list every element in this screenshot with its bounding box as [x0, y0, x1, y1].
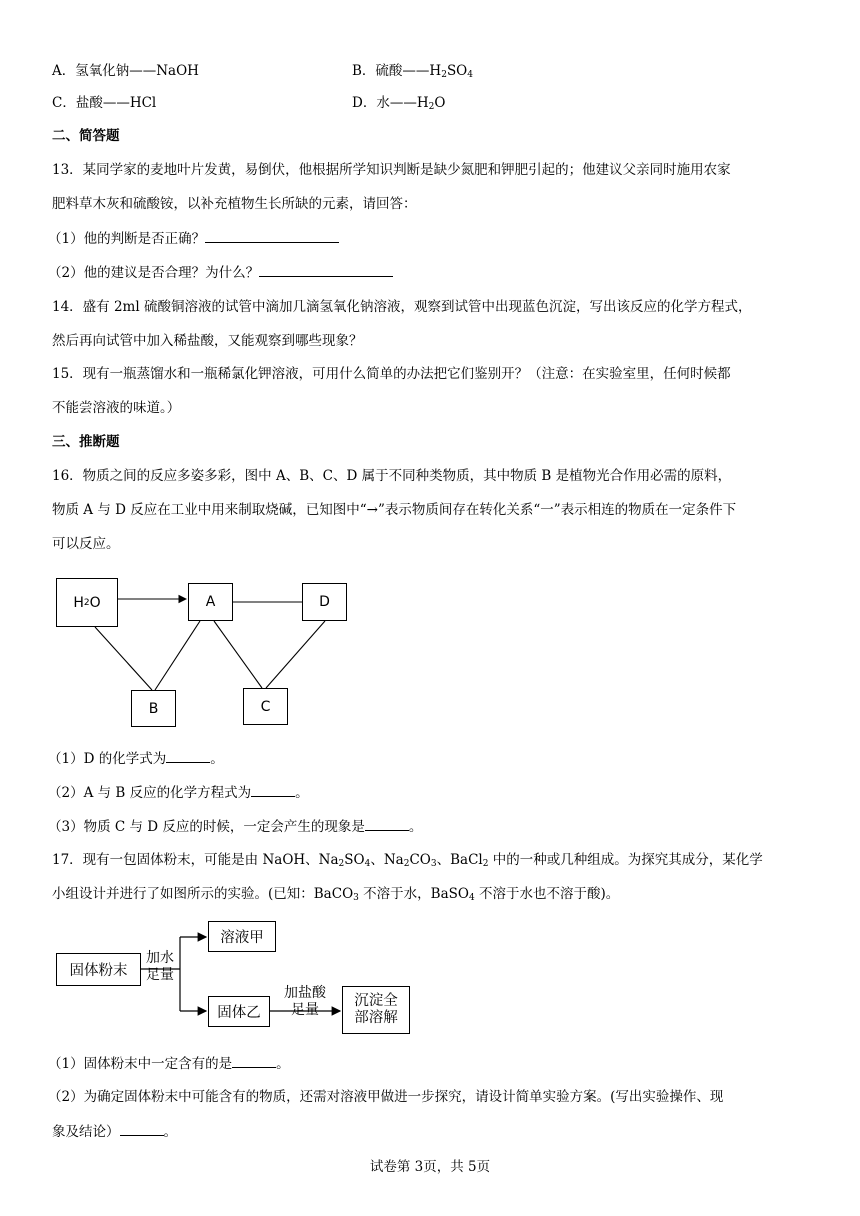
section-heading-inference: 三、推断题: [52, 434, 120, 450]
q17-sub2-cont: 象及结论） 。: [52, 1121, 812, 1142]
node-result: 沉淀全 部溶解: [342, 986, 410, 1034]
q17-text: 17．现有一包固体粉末，可能是由 NaOH、$Na_2SO_4$、$Na_2CO_3$、BaCl$_2$ 中的一种或几种组成。为探究其成分，某化学: [52, 852, 763, 869]
page-footer: 试卷第 3页，共 5页: [369, 1159, 491, 1175]
q17-sub2: （2）为确定固体粉末中可能含有的物质，还需对溶液甲做进一步探究，请设计简单实验方案。(写出实验操作、现: [48, 1089, 724, 1105]
q16-sub3: （3）物质 C 与 D 反应的时候，一定会产生的现象是 。: [48, 816, 808, 837]
q16-text: 可以反应。: [52, 536, 120, 552]
q13-sub2: （2）他的建议是否合理？为什么？: [48, 262, 808, 283]
node-solid-powder: 固体粉末: [56, 953, 141, 986]
answer-blank[interactable]: [120, 1121, 164, 1136]
q15-text: 不能尝溶液的味道。）: [52, 400, 181, 416]
option-d: D．水$——H_2O$: [352, 95, 446, 112]
q16-text: 物质 A 与 D 反应在工业中用来制取烧碱，已知图中“→”表示物质间存在转化关系“一”表示相连的物质在一定条件下: [52, 502, 737, 518]
q16-sub2: （2）A 与 B 反应的化学方程式为 。: [48, 782, 808, 803]
label-add-acid: 加盐酸 足量: [284, 985, 326, 1018]
q13-text: 13．某同学家的麦地叶片发黄，易倒伏，他根据所学知识判断是缺少氮肥和钾肥引起的；他建议父亲同时施用农家: [52, 162, 731, 178]
q16-text: 16．物质之间的反应多姿多彩，图中 A、B、C、D 属于不同种类物质，其中物质 B 是植物光合作用必需的原料，: [52, 468, 732, 484]
node-b: B: [131, 690, 176, 727]
section-heading-short-answer: 二、简答题: [52, 128, 120, 144]
node-solution-a: 溶液甲: [208, 921, 276, 952]
option-a: A．氢氧化钠——NaOH: [52, 63, 199, 79]
node-a: A: [188, 583, 233, 621]
q13-sub1: （1）他的判断是否正确？: [48, 228, 808, 249]
q17-text: 小组设计并进行了如图所示的实验。(已知：BaCO$_3$ 不溶于水，BaSO$_4$ 不溶于水也不溶于酸)。: [52, 886, 620, 903]
q14-text: 然后再向试管中加入稀盐酸，又能观察到哪些现象？: [52, 333, 363, 349]
node-c: C: [243, 688, 288, 725]
q13-text: 肥料草木灰和硫酸铵，以补充植物生长所缺的元素，请回答：: [52, 196, 417, 212]
q15-text: 15．现有一瓶蒸馏水和一瓶稀氯化钾溶液，可用什么简单的办法把它们鉴别开？（注意：在实验室里，任何时候都: [52, 366, 731, 382]
q16-sub1: （1）D 的化学式为 。: [48, 748, 808, 769]
node-h2o: H 2 O: [56, 578, 118, 627]
node-solid-b: 固体乙: [208, 996, 270, 1027]
q14-text: 14．盛有 2ml 硫酸铜溶液的试管中滴加几滴氢氧化钠溶液，观察到试管中出现蓝色沉淀，写出该反应的化学方程式，: [52, 299, 752, 315]
option-c: C．盐酸——HCl: [52, 95, 157, 111]
q17-sub1: （1）固体粉末中一定含有的是 。: [48, 1053, 808, 1074]
node-d: D: [302, 583, 347, 621]
option-b: B．硫酸$——H_2SO_4$: [352, 63, 473, 80]
label-add-water: 加水 足量: [146, 950, 174, 983]
answer-blank[interactable]: [232, 1053, 276, 1068]
